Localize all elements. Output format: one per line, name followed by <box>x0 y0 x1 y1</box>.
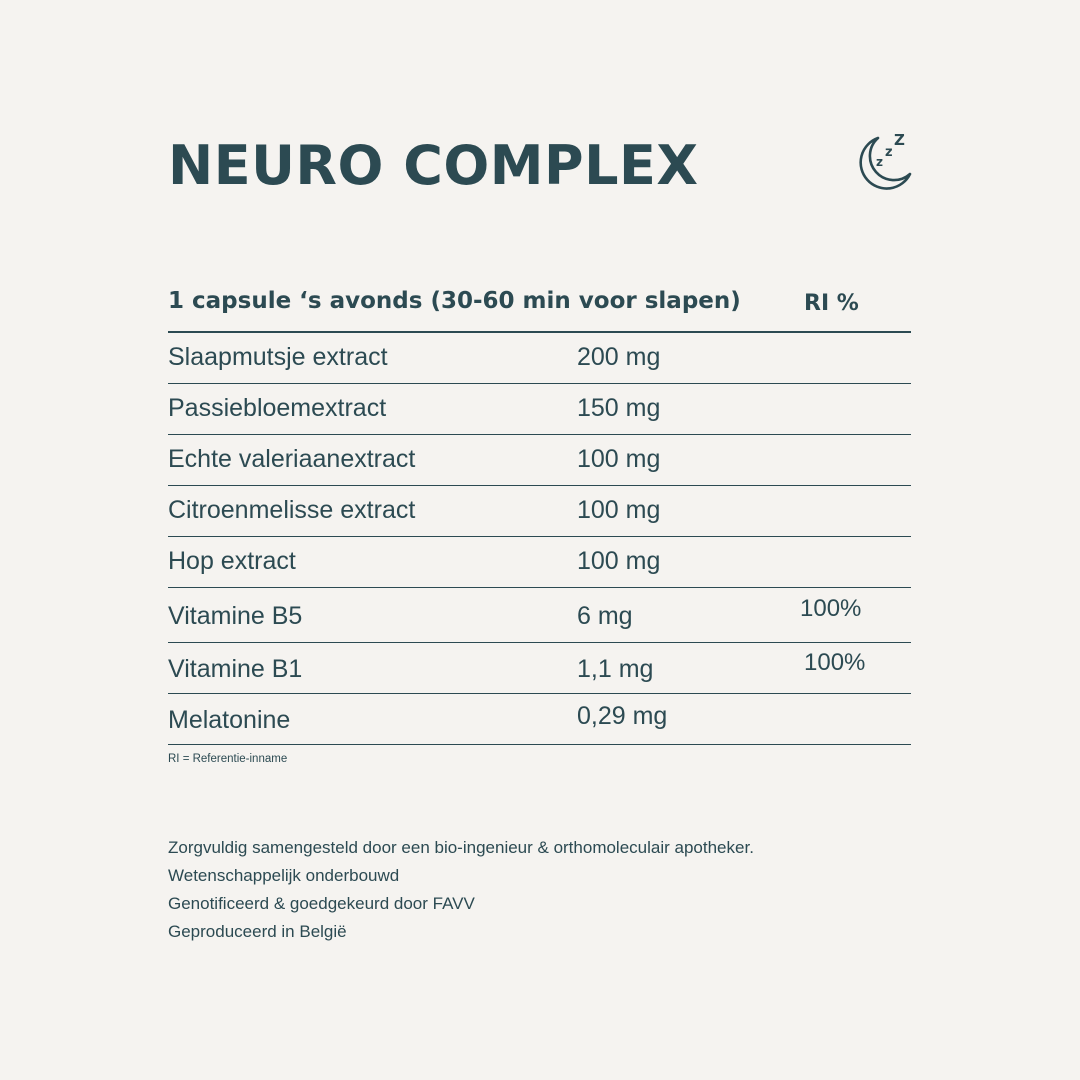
ingredient-name: Passiebloemextract <box>168 394 387 422</box>
table-row <box>168 333 911 384</box>
ingredient-ri: 100% <box>804 649 866 676</box>
ri-header: RI % <box>804 291 859 316</box>
ingredient-name: Hop extract <box>168 547 296 575</box>
ingredient-name: Echte valeriaanextract <box>168 445 416 473</box>
ingredient-amount: 0,29 mg <box>577 702 668 730</box>
ingredient-amount: 200 mg <box>577 343 661 371</box>
svg-text:z: z <box>876 155 883 169</box>
ingredient-amount: 6 mg <box>577 602 633 630</box>
claim-line: Geproduceerd in België <box>168 922 347 941</box>
svg-text:z: z <box>885 145 893 160</box>
claim-line: Genotificeerd & goedgekeurd door FAVV <box>168 894 475 913</box>
table-row <box>168 384 911 435</box>
ingredient-name: Vitamine B5 <box>168 602 303 630</box>
ingredient-name: Citroenmelisse extract <box>168 496 416 524</box>
ingredient-ri: 100% <box>800 595 862 622</box>
dosage-header: 1 capsule ‘s avonds (30-60 min voor slapen) <box>168 288 741 314</box>
nutrition-table <box>168 280 911 745</box>
moon-sleep-icon <box>852 130 914 192</box>
claim-line: Zorgvuldig samengesteld door een bio-ingenieur & orthomoleculair apotheker. <box>168 838 754 857</box>
ingredient-name: Vitamine B1 <box>168 655 303 683</box>
ingredient-amount: 150 mg <box>577 394 661 422</box>
product-claims <box>168 834 754 946</box>
ingredient-amount: 100 mg <box>577 547 661 575</box>
table-row <box>168 643 911 694</box>
table-row <box>168 486 911 537</box>
ingredient-amount: 1,1 mg <box>577 655 654 683</box>
ingredient-amount: 100 mg <box>577 496 661 524</box>
ingredient-amount: 100 mg <box>577 445 661 473</box>
ri-footnote: RI = Referentie-inname <box>168 753 288 765</box>
ingredient-name: Melatonine <box>168 706 291 734</box>
claim-line: Wetenschappelijk onderbouwd <box>168 866 400 885</box>
table-row <box>168 694 911 745</box>
table-header <box>168 280 911 333</box>
ingredient-name: Slaapmutsje extract <box>168 343 388 371</box>
product-title: NEURO COMPLEX <box>168 134 699 197</box>
table-row <box>168 537 911 588</box>
table-row <box>168 588 911 643</box>
table-row <box>168 435 911 486</box>
svg-text:Z: Z <box>894 131 905 149</box>
